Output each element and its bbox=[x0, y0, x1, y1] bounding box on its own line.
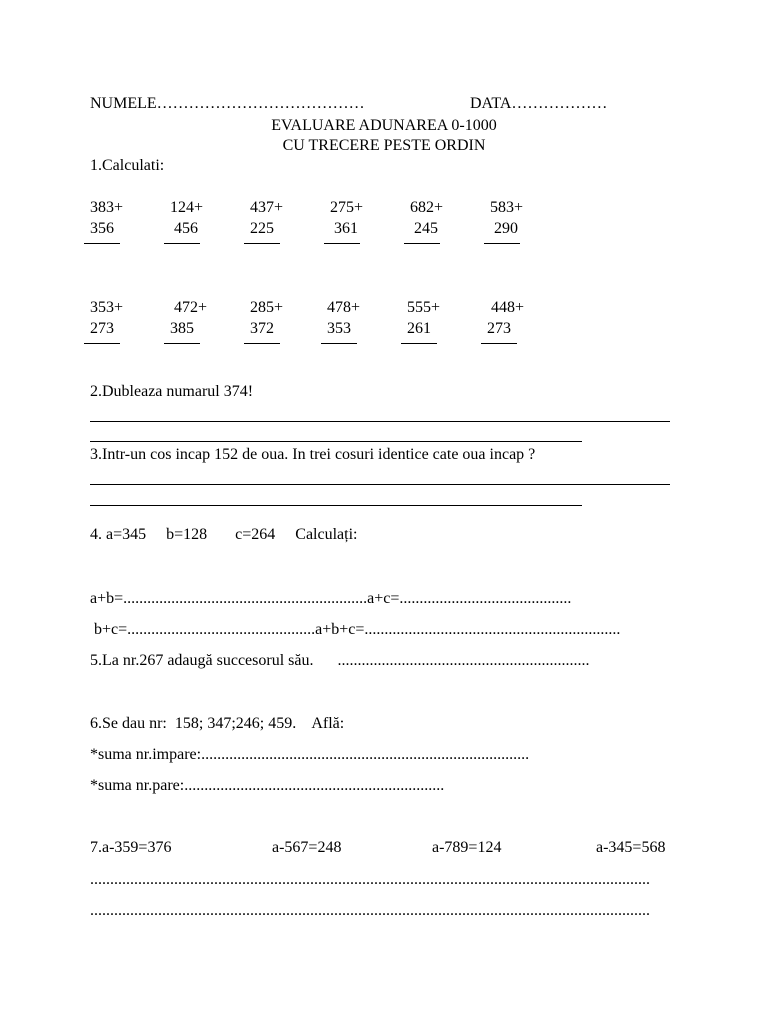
title-line-1: EVALUARE ADUNAREA 0-1000 bbox=[271, 117, 497, 134]
ex6-even-sum[interactable]: *suma nr.pare:................................................................. bbox=[90, 777, 445, 794]
addend-top: 383+ bbox=[90, 199, 124, 216]
sum-line[interactable] bbox=[164, 243, 200, 244]
ex2-text: 2.Dubleaza numarul 374! bbox=[90, 383, 254, 400]
addend-top: 472+ bbox=[170, 299, 208, 316]
ex2-answer-line-1[interactable] bbox=[90, 421, 670, 422]
sum-line[interactable] bbox=[164, 343, 200, 344]
title-line-2: CU TRECERE PESTE ORDIN bbox=[282, 137, 486, 154]
sum-line[interactable] bbox=[321, 343, 357, 344]
ex7-equation-3: a-789=124 bbox=[432, 839, 502, 856]
sum-line[interactable] bbox=[484, 243, 520, 244]
ex7-answer-dots-2[interactable]: ............................................................................................................................................ bbox=[90, 902, 650, 919]
addend-bottom: 290 bbox=[490, 220, 518, 237]
addend-top: 478+ bbox=[327, 299, 361, 316]
ex3-text: 3.Intr-un cos incap 152 de oua. In trei cosuri identice cate oua incap ? bbox=[90, 446, 536, 463]
addend-bottom: 273 bbox=[487, 320, 511, 337]
ex1-heading: 1.Calculati: bbox=[90, 157, 165, 174]
sum-line[interactable] bbox=[84, 243, 120, 244]
ex3-answer-line-1[interactable] bbox=[90, 484, 670, 485]
ex2-answer-line-2[interactable] bbox=[90, 441, 582, 442]
addend-bottom: 385 bbox=[170, 320, 194, 337]
addend-bottom: 372 bbox=[250, 320, 274, 337]
addend-top: 437+ bbox=[250, 199, 284, 216]
ex7-equation-2: a-567=248 bbox=[272, 839, 342, 856]
sum-line[interactable] bbox=[244, 343, 280, 344]
addend-bottom: 361 bbox=[330, 220, 358, 237]
addend-top: 285+ bbox=[250, 299, 284, 316]
ex7-equation-4: a-345=568 bbox=[596, 839, 666, 856]
ex6-odd-sum[interactable]: *suma nr.impare:.................................................................................. bbox=[90, 746, 530, 763]
ex7-answer-dots-1[interactable]: ............................................................................................................................................ bbox=[90, 871, 650, 888]
addend-bottom: 225 bbox=[250, 220, 274, 237]
sum-line[interactable] bbox=[401, 343, 437, 344]
ex5-text[interactable]: 5.La nr.267 adaugă succesorul său. ............................................................... bbox=[90, 652, 590, 669]
sum-line[interactable] bbox=[244, 243, 280, 244]
ex6-heading: 6.Se dau nr: 158; 347;246; 459. Află: bbox=[90, 715, 345, 732]
ex3-answer-line-2[interactable] bbox=[90, 505, 582, 506]
addend-bottom: 273 bbox=[90, 320, 114, 337]
sum-line[interactable] bbox=[324, 243, 360, 244]
addend-bottom: 456 bbox=[170, 220, 198, 237]
addend-bottom: 245 bbox=[410, 220, 438, 237]
addend-top: 448+ bbox=[487, 299, 525, 316]
addend-top: 555+ bbox=[407, 299, 441, 316]
addend-bottom: 356 bbox=[90, 220, 114, 237]
ex7-equation-1: 7.a-359=376 bbox=[90, 839, 172, 856]
addend-bottom: 261 bbox=[407, 320, 431, 337]
addend-top: 353+ bbox=[90, 299, 124, 316]
addend-top: 275+ bbox=[330, 199, 364, 216]
sum-line[interactable] bbox=[481, 343, 517, 344]
name-field[interactable]: NUMELE………………………………… bbox=[90, 95, 365, 112]
date-field[interactable]: DATA……………… bbox=[470, 95, 608, 112]
addend-top: 124+ bbox=[170, 199, 204, 216]
ex4-line-1[interactable]: a+b=.............................................................a+c=........................................... bbox=[90, 590, 572, 607]
sum-line[interactable] bbox=[404, 243, 440, 244]
addend-top: 583+ bbox=[490, 199, 524, 216]
ex4-line-2[interactable]: b+c=...............................................a+b+c=................................................................ bbox=[90, 621, 621, 638]
addend-bottom: 353 bbox=[327, 320, 351, 337]
addend-top: 682+ bbox=[410, 199, 444, 216]
sum-line[interactable] bbox=[84, 343, 120, 344]
ex4-variables: 4. a=345 b=128 c=264 Calculați: bbox=[90, 526, 358, 543]
